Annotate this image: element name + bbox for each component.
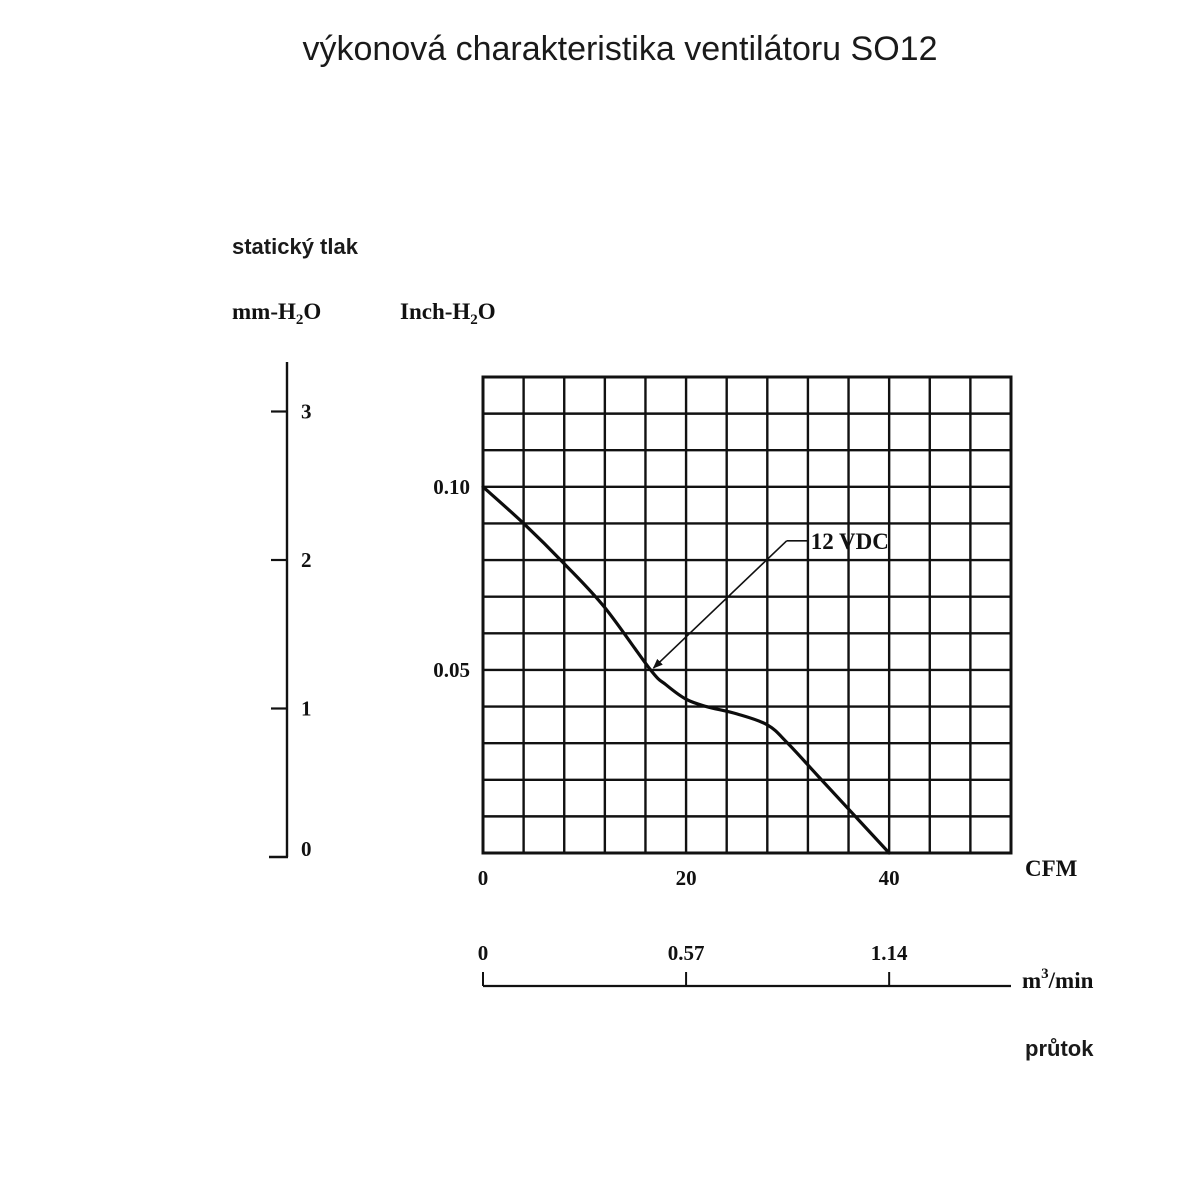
chart-title: výkonová charakteristika ventilátoru SO12	[302, 30, 938, 68]
plot-frame	[483, 377, 1011, 853]
x-axis-label: průtok	[1025, 1036, 1094, 1061]
x-tick-label: 0	[477, 866, 489, 890]
plot-grid	[483, 377, 1011, 853]
x-unit-m3-tail: /min	[1048, 968, 1094, 993]
m3-tick-label: 1.14	[870, 941, 908, 965]
cfm-tick-labels	[478, 866, 900, 890]
y-unit-inch-h2o	[400, 299, 496, 328]
y-tick-label: 0.10	[433, 474, 470, 499]
y-unit-inch-base: Inch-H	[400, 299, 471, 324]
mm-h2o-axis	[269, 362, 312, 861]
x-tick-label: 40	[878, 866, 900, 890]
y-unit-mm-h2o	[232, 299, 321, 328]
x-unit-m3-min	[1022, 966, 1094, 993]
x-unit-m3-sup: 3	[1041, 966, 1049, 982]
inch-h2o-tick-labels	[433, 475, 470, 682]
y-unit-inch-tail: O	[477, 299, 496, 324]
annotation-label: 12 VDC	[810, 528, 889, 554]
m3-tick-label: 0	[477, 941, 489, 965]
m3-min-axis	[478, 941, 1011, 986]
mm-tick-label: 1	[301, 696, 312, 721]
x-tick-label: 20	[675, 866, 697, 890]
y-tick-label: 0.05	[433, 657, 470, 682]
m3-tick-label: 0.57	[667, 941, 705, 965]
y-unit-mm-tail: O	[303, 299, 322, 324]
x-unit-cfm: CFM	[1025, 856, 1078, 881]
mm-tick-label: 0	[301, 837, 312, 861]
mm-tick-label: 3	[301, 399, 312, 424]
annotation-layer	[654, 529, 889, 668]
y-unit-mm-sub: 2	[295, 312, 304, 328]
mm-tick-label: 2	[301, 548, 312, 572]
y-unit-inch-sub: 2	[470, 312, 478, 328]
y-unit-mm-base: mm-H	[232, 299, 296, 324]
y-axis-label: statický tlak	[232, 234, 358, 259]
x-unit-m3-base: m	[1022, 968, 1042, 993]
